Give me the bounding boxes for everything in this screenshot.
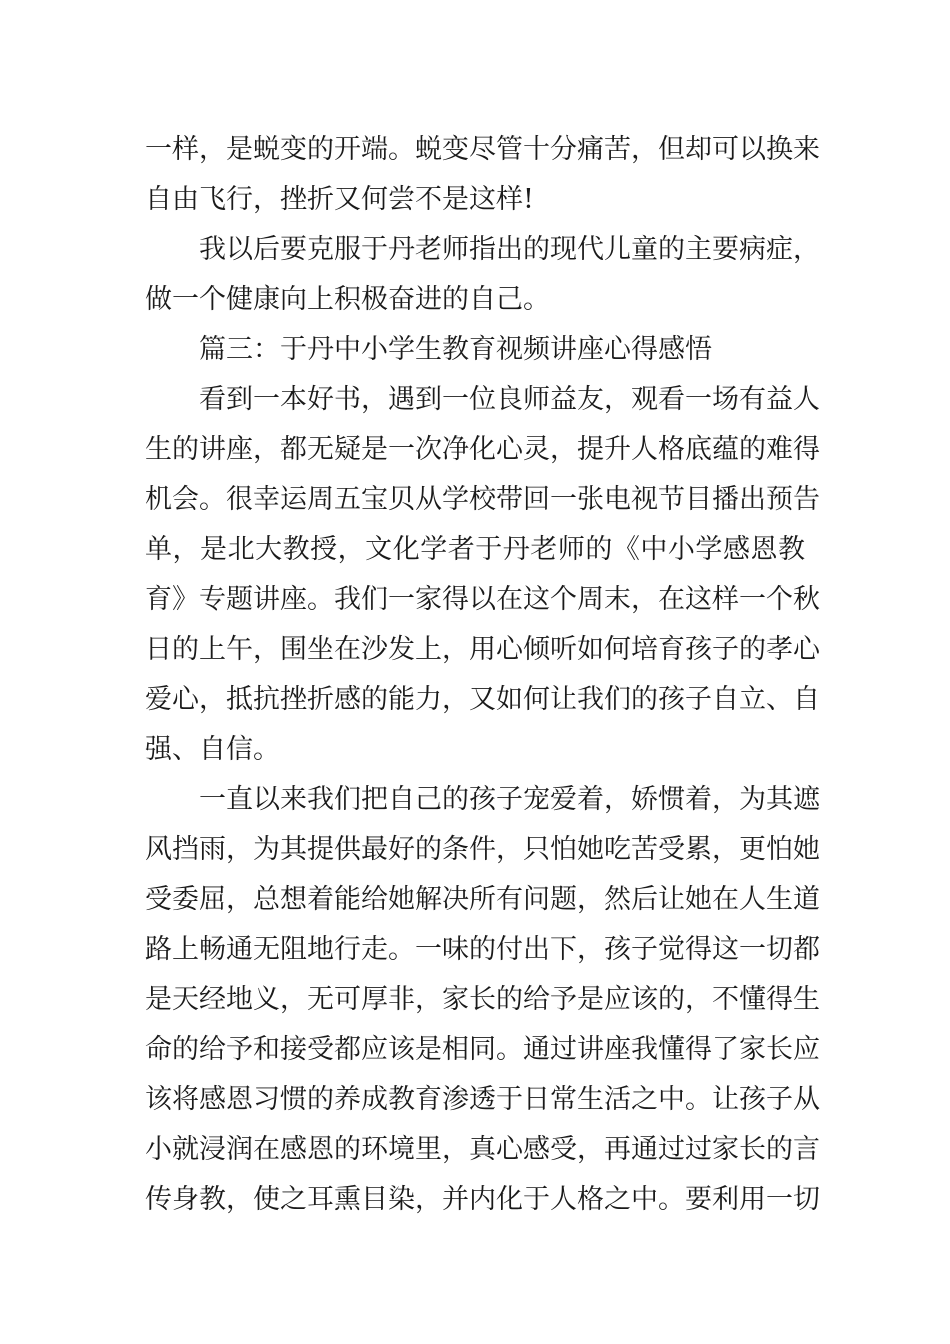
text-line: 路上畅通无阻地行走。一味的付出下，孩子觉得这一切都 [145,934,820,965]
text-line: 机会。很幸运周五宝贝从学校带回一张电视节目播出预告 [145,484,820,515]
text-line: 受委屈，总想着能给她解决所有问题，然后让她在人生道 [145,884,820,915]
text-line: 做一个健康向上积极奋进的自己。 [145,284,550,315]
text-line: 看到一本好书，遇到一位良师益友，观看一场有益人 [199,384,820,415]
text-line: 传身教，使之耳熏目染，并内化于人格之中。要利用一切 [145,1184,820,1215]
text-line: 该将感恩习惯的养成教育渗透于日常生活之中。让孩子从 [145,1084,820,1115]
text-line: 单，是北大教授，文化学者于丹老师的《中小学感恩教 [145,534,805,565]
text-line: 一直以来我们把自己的孩子宠爱着，娇惯着，为其遮 [199,784,820,815]
text-line: 一样，是蜕变的开端。蜕变尽管十分痛苦，但却可以换来 [145,134,820,165]
text-line: 日的上午，围坐在沙发上，用心倾听如何培育孩子的孝心 [145,634,820,665]
text-line: 我以后要克服于丹老师指出的现代儿童的主要病症， [199,234,820,265]
text-line: 小就浸润在感恩的环境里，真心感受，再通过过家长的言 [145,1134,820,1165]
text-line: 育》专题讲座。我们一家得以在这个周末，在这样一个秋 [145,584,820,615]
text-line: 是天经地义，无可厚非，家长的给予是应该的，不懂得生 [145,984,820,1015]
section-heading: 篇三：于丹中小学生教育视频讲座心得感悟 [199,334,712,365]
text-line: 风挡雨，为其提供最好的条件，只怕她吃苦受累，更怕她 [145,834,820,865]
text-line: 强、自信。 [145,734,280,765]
text-line: 自由飞行，挫折又何尝不是这样! [145,184,534,215]
text-line: 生的讲座，都无疑是一次净化心灵，提升人格底蕴的难得 [145,434,820,465]
text-line: 爱心，抵抗挫折感的能力，又如何让我们的孩子自立、自 [145,684,820,715]
text-line: 命的给予和接受都应该是相同。通过讲座我懂得了家长应 [145,1034,820,1065]
